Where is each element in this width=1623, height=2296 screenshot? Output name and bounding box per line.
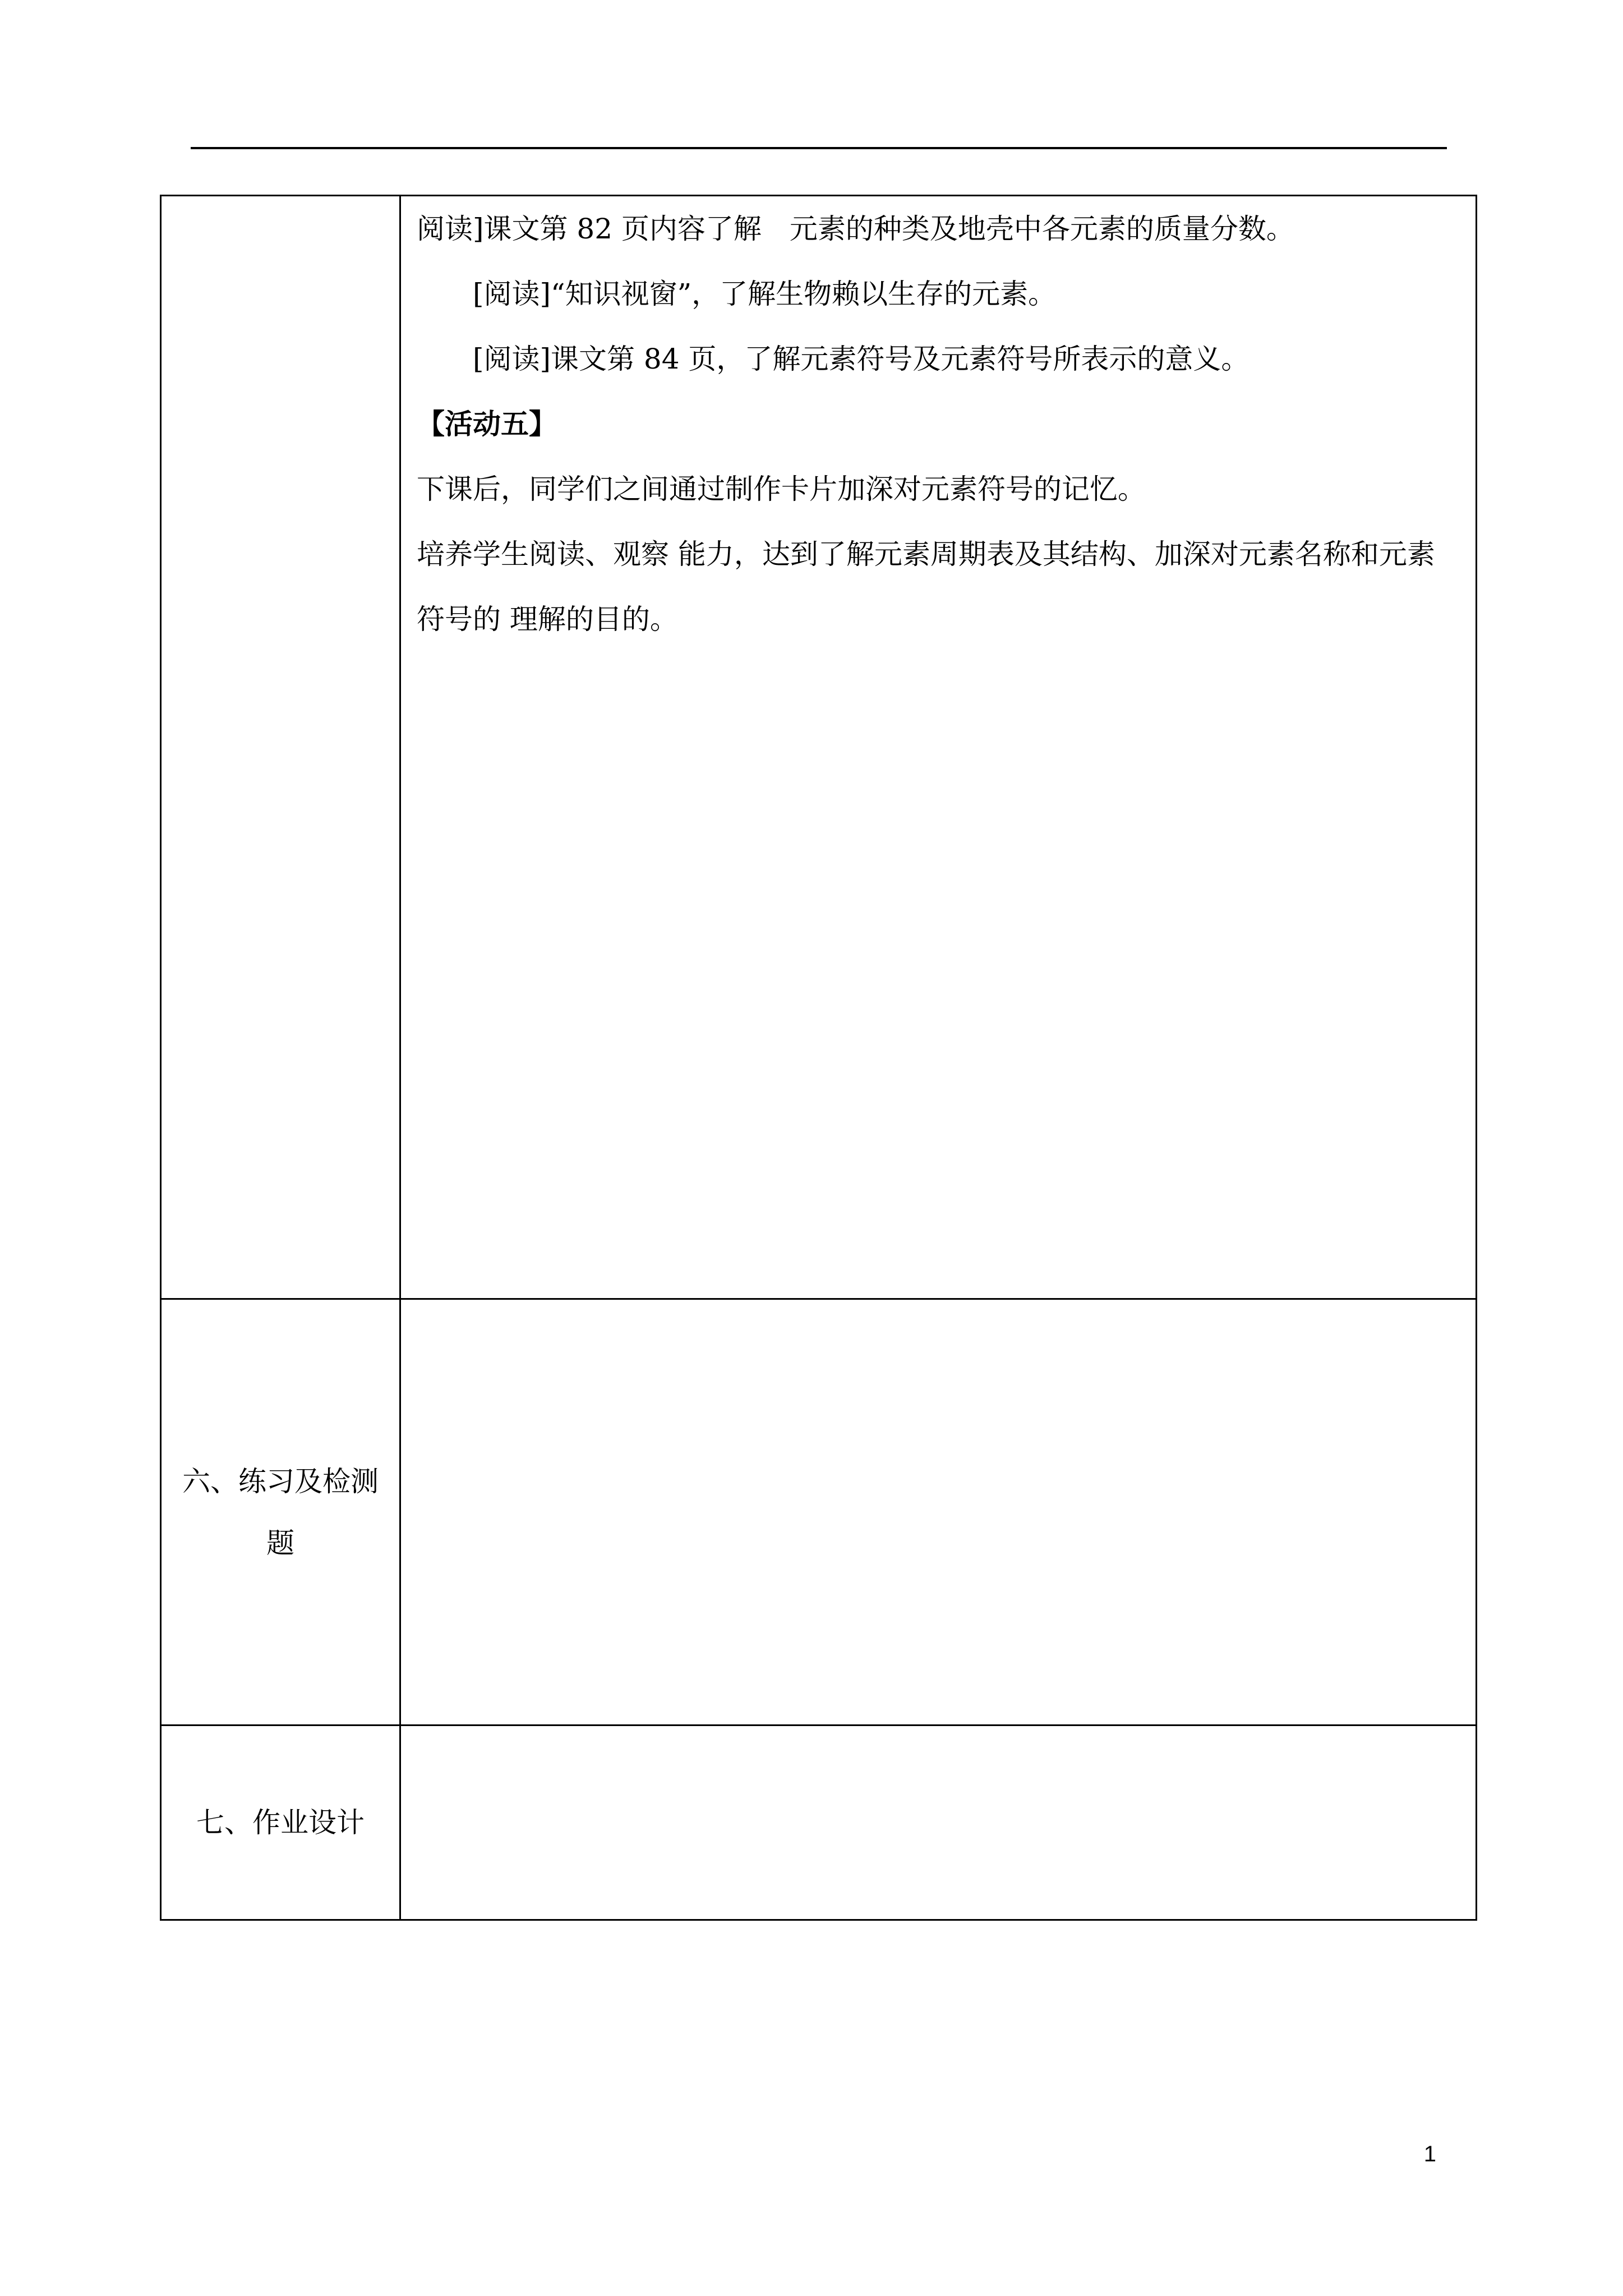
learning-goal-text: 培养学生阅读、观察 能力，达到了解元素周期表及其结构、加深对元素名称和元素符号的 理解的目的。	[417, 538, 1435, 636]
table-row-exercise	[161, 1299, 1477, 1726]
page-number: 1	[1423, 2142, 1436, 2166]
activity-content-cell	[400, 196, 1477, 1299]
reading-line-1: 阅读]课文第 82 页内容了解 元素的种类及地壳中各元素的质量分数。	[417, 213, 1294, 245]
activity-five-heading: 【活动五】	[417, 407, 557, 440]
exercise-label: 六、练习及检测题	[161, 1299, 400, 1726]
activity-label-cell	[161, 196, 400, 1299]
activity-five-text: 下课后，同学们之间通过制作卡片加深对元素符号的记忆。	[417, 473, 1146, 505]
table-row-activity	[161, 196, 1477, 1299]
homework-label: 七、作业设计	[161, 1726, 400, 1920]
header-rule	[191, 147, 1447, 149]
exercise-content-cell	[400, 1299, 1477, 1726]
reading-line-2: [阅读]“知识视窗”，了解生物赖以生存的元素。	[473, 278, 1057, 310]
homework-content-cell	[400, 1726, 1477, 1920]
lesson-plan-table	[160, 195, 1477, 1921]
reading-line-3: [阅读]课文第 84 页，了解元素符号及元素符号所表示的意义。	[473, 343, 1249, 375]
table-row-homework	[161, 1726, 1477, 1920]
